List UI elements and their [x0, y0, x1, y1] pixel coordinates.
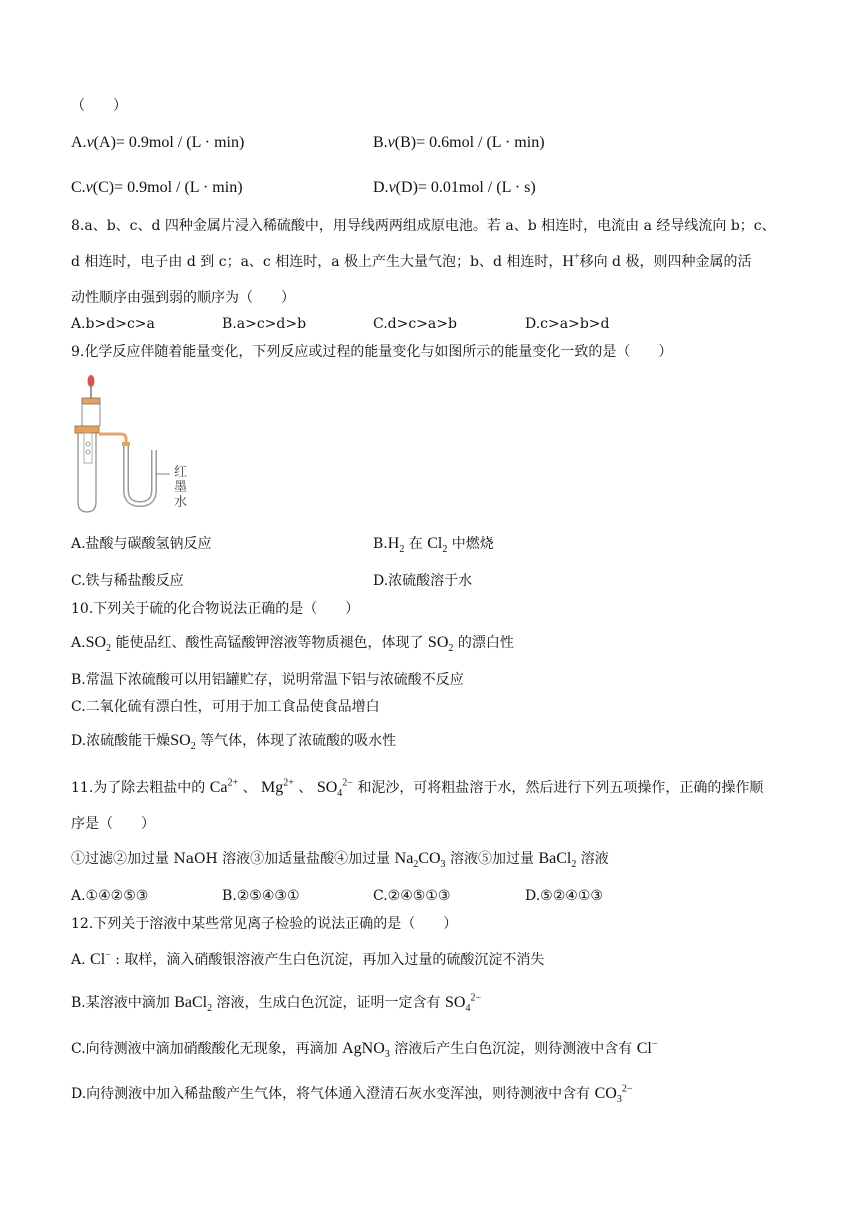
- figure-label-ink: 墨: [174, 480, 188, 495]
- figure-label-red: 红: [174, 465, 188, 480]
- q7-bracket: （ ）: [71, 98, 127, 114]
- q8-option-b[interactable]: B.a>c>d>b: [222, 316, 307, 332]
- q11-stem-line1: 11.为了除去粗盐中的 $Ca^{2+}$ 、 $Mg^{2+}$ 、 $SO_4^{2-}$ 和泥沙，可将粗盐溶于水，然后进行下列五项操作，正确的操作顺: [71, 777, 764, 800]
- dropper-bulb: [88, 375, 95, 387]
- q9-stem: 9.化学反应伴随着能量变化，下列反应或过程的能量变化与如图所示的能量变化一致的是（ ）: [71, 344, 673, 360]
- q7-option-b[interactable]: B.v(B)= 0.6mol / (L · min): [373, 134, 545, 151]
- q10-option-b[interactable]: B.常温下浓硫酸可以用铝罐贮存，说明常温下铝与浓硫酸不反应: [71, 672, 464, 688]
- figure-label-water: 水: [174, 495, 188, 510]
- q10-option-c[interactable]: C.二氧化硫有漂白性，可用于加工食品使食品增白: [71, 699, 380, 715]
- test-tube: [78, 428, 96, 512]
- q10-option-a[interactable]: $A.SO_2$ 能使品红、酸性高锰酸钾溶液等物质褪色，体现了 $SO_2$ 的漂白性: [71, 634, 514, 655]
- q7-option-c[interactable]: C.v(C)= 0.9mol / (L · min): [71, 179, 243, 196]
- q9-option-a[interactable]: A.盐酸与碳酸氢钠反应: [71, 536, 212, 552]
- q12-option-c[interactable]: C.向待测液中滴加硝酸酸化无现象，再滴加 AgNO$_3$ 溶液后产生白色沉淀，则待测液中含有 Cl−: [71, 1038, 658, 1061]
- q11-option-a[interactable]: A.①④②⑤③: [71, 888, 149, 904]
- q9-option-b[interactable]: $B.H_2$ 在 $Cl_2$ 中燃烧: [373, 535, 494, 556]
- q7-option-a[interactable]: A.v(A)= 0.9mol / (L · min): [71, 134, 245, 151]
- q11-operations: ①过滤②加过量 NaOH 溶液③加适量盐酸④加过量 $Na_2CO_3$ 溶液⑤加过量 BaCl$_2$ 溶液: [71, 850, 609, 871]
- q12-stem: 12.下列关于溶液中某些常见离子检验的说法正确的是（ ）: [71, 916, 458, 932]
- q11-option-d[interactable]: D.⑤②④①③: [525, 888, 603, 904]
- q8-stem-line1: 8.a、b、c、d 四种金属片浸入稀硫酸中，用导线两两组成原电池。若 a、b 相连时，电流由 a 经导线流向 b；c、: [71, 218, 776, 234]
- q8-option-c[interactable]: C.d>c>a>b: [373, 316, 457, 332]
- q10-stem: 10.下列关于硫的化合物说法正确的是（ ）: [71, 601, 360, 617]
- stopper: [75, 426, 99, 433]
- q11-option-c[interactable]: C.②④⑤①③: [373, 888, 451, 904]
- q8-option-a[interactable]: A.b>d>c>a: [71, 316, 155, 332]
- q9-option-c[interactable]: C.铁与稀盐酸反应: [71, 573, 184, 589]
- q11-option-b[interactable]: B.②⑤④③①: [222, 888, 300, 904]
- q9-option-d[interactable]: D.浓硫酸溶于水: [373, 573, 473, 589]
- q12-option-a[interactable]: A. Cl− : 取样，滴入硝酸银溶液产生白色沉淀，再加入过量的硫酸沉淀不消失: [71, 949, 545, 968]
- q11-stem-line2: 序是（ ）: [71, 816, 155, 832]
- q8-option-d[interactable]: D.c>a>b>d: [525, 316, 610, 332]
- q12-option-d[interactable]: D.向待测液中加入稀盐酸产生气体，将气体通入澄清石灰水变浑浊，则待测液中含有 $CO_3^{2-}$: [71, 1083, 633, 1106]
- q10-option-d[interactable]: D.浓硫酸能干燥$SO_2$ 等气体，体现了浓硫酸的吸水性: [71, 732, 397, 753]
- h-ion: H+: [562, 251, 580, 270]
- q8-stem-line2: d 相连时，电子由 d 到 c；a、c 相连时，a 极上产生大量气泡；b、d 相连时，H+移向 d 极，则四种金属的活: [71, 251, 752, 270]
- q7-option-d[interactable]: D.v(D)= 0.01mol / (L · s): [373, 179, 536, 196]
- q8-stem-line3: 动性顺序由强到弱的顺序为（ ）: [71, 290, 295, 306]
- q12-option-b[interactable]: B.某溶液中滴加 BaCl$_2$ 溶液，生成白色沉淀，证明一定含有 $SO_4^{2-}$: [71, 992, 482, 1015]
- q9-apparatus-figure: [70, 370, 200, 515]
